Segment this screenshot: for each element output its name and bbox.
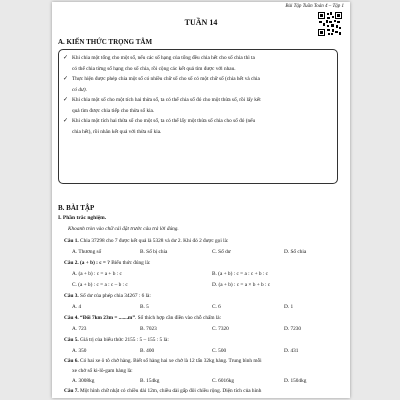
qr-code-icon (318, 12, 342, 36)
question-4: Câu 4. “Đổi 7km 23m = .......m”. Số thích hợp cần điền vào chỗ chấm là: (64, 315, 222, 321)
q2-option-c[interactable]: C. (a + b) : c = a : c – b : c (72, 282, 128, 288)
question-6: Câu 6. Có hai xe ô tô chở hàng. Biết số hàng hai xe chở là 12 tấn 32kg hàng. Trung bình mỗi (64, 358, 262, 364)
bullet-3-cont: quả tìm được chia tiếp cho thừa số kia. (72, 107, 155, 114)
q2-option-b[interactable]: B. (a + b) : c = a : c + b : c (212, 271, 269, 277)
section-a-title: A. KIẾN THỨC TRỌNG TÂM (58, 38, 153, 46)
q4-option-a[interactable]: A. 723 (72, 326, 87, 332)
q6-option-d[interactable]: D. 1504kg (284, 378, 307, 384)
question-2: Câu 2. (a + b) : c = ? Biểu thức đúng là: (64, 260, 151, 266)
q5-option-c[interactable]: C. 500 (212, 348, 227, 354)
instruction-text: Khoanh tròn vào chữ cái đặt trước câu trả lời đúng. (68, 226, 179, 232)
q3-option-d[interactable]: D. 1 (284, 304, 294, 310)
q6-option-b[interactable]: B. 154kg (140, 378, 160, 384)
q1-option-b[interactable]: B. Số bị chia (140, 249, 168, 255)
bullet-2-cont: có dư). (72, 86, 87, 93)
question-3: Câu 3. Số dư của phép chia 34267 : 6 là: (64, 293, 151, 299)
q1-option-c[interactable]: C. Số dư (212, 249, 231, 255)
part-1-title: I. Phần trắc nghiệm. (58, 215, 107, 221)
question-6-cont: xe chở số ki-lô-gam hàng là: (72, 368, 133, 374)
q6-option-a[interactable]: A. 3008kg (72, 378, 95, 384)
q3-option-c[interactable]: C. 6 (212, 304, 221, 310)
question-1: Câu 1. Chia 37298 cho 7 được kết quả là 5328 và dư 2. Khi đó 2 được gọi là: (64, 238, 229, 244)
question-5: Câu 5. Giá trị của biểu thức 2155 : 5 – 155 : 5 là: (64, 337, 169, 343)
q1-option-a[interactable]: A. Thương số (72, 249, 102, 255)
q2-option-a[interactable]: A. (a + b) : c = a + b : c (72, 271, 122, 277)
bullet-3: ✓ Khi chia một số cho một tích hai thừa số, ta có thể chia số đó cho một thừa số, rồi lấy kết (63, 95, 333, 106)
q4-option-c[interactable]: C. 7320 (212, 326, 229, 332)
q4-option-b[interactable]: B. 7023 (140, 326, 157, 332)
question-7: Câu 7. Một hình chữ nhật có chiều dài 12m, chiều dài gấp đôi chiều rộng. Diện tích của hình (64, 388, 262, 394)
q2-option-d[interactable]: D. (a + b) : c = a × b + b : c (212, 282, 271, 288)
bullet-1: ✓ Khi chia một tổng cho một số, nếu các số hạng của tổng đều chia hết cho số chia thì ta (63, 53, 333, 64)
key-knowledge-box (58, 49, 338, 184)
checkmark-icon: ✓ (63, 76, 69, 82)
worksheet-page (52, 2, 350, 398)
section-b-title: B. BÀI TẬP (58, 204, 95, 212)
bullet-1-cont: có thể chia từng số hạng cho số chia, rồi cộng các kết quả tìm được với nhau. (72, 65, 236, 72)
q5-option-b[interactable]: B. 400 (140, 348, 155, 354)
q3-option-a[interactable]: A. 4 (72, 304, 82, 310)
bullet-2: ✓ Thực hiện được phép chia một số có nhiều chữ số cho số có một chữ số (chia hết và chia (63, 74, 333, 85)
q5-option-a[interactable]: A. 350 (72, 348, 87, 354)
q1-option-d[interactable]: D. Số chia (284, 249, 307, 255)
checkmark-icon: ✓ (63, 55, 69, 61)
checkmark-icon: ✓ (63, 97, 69, 103)
running-header: Bài Tập Tuần Toán 4 – Tập 1 (285, 4, 344, 9)
q4-option-d[interactable]: D. 7230 (284, 326, 302, 332)
q3-option-b[interactable]: B. 5 (140, 304, 149, 310)
q6-option-c[interactable]: C. 6016kg (212, 378, 235, 384)
bullet-4: ✓ Khi chia một tích hai thừa số cho một số, ta có thể lấy một thừa số chia cho số đó (nếu (63, 116, 333, 127)
q5-option-d[interactable]: D. 431 (284, 348, 299, 354)
bullet-4-cont: chia hết), rồi nhân kết quả với thừa số kia. (72, 128, 162, 135)
checkmark-icon: ✓ (63, 118, 69, 124)
week-title: TUẦN 14 (184, 18, 218, 27)
